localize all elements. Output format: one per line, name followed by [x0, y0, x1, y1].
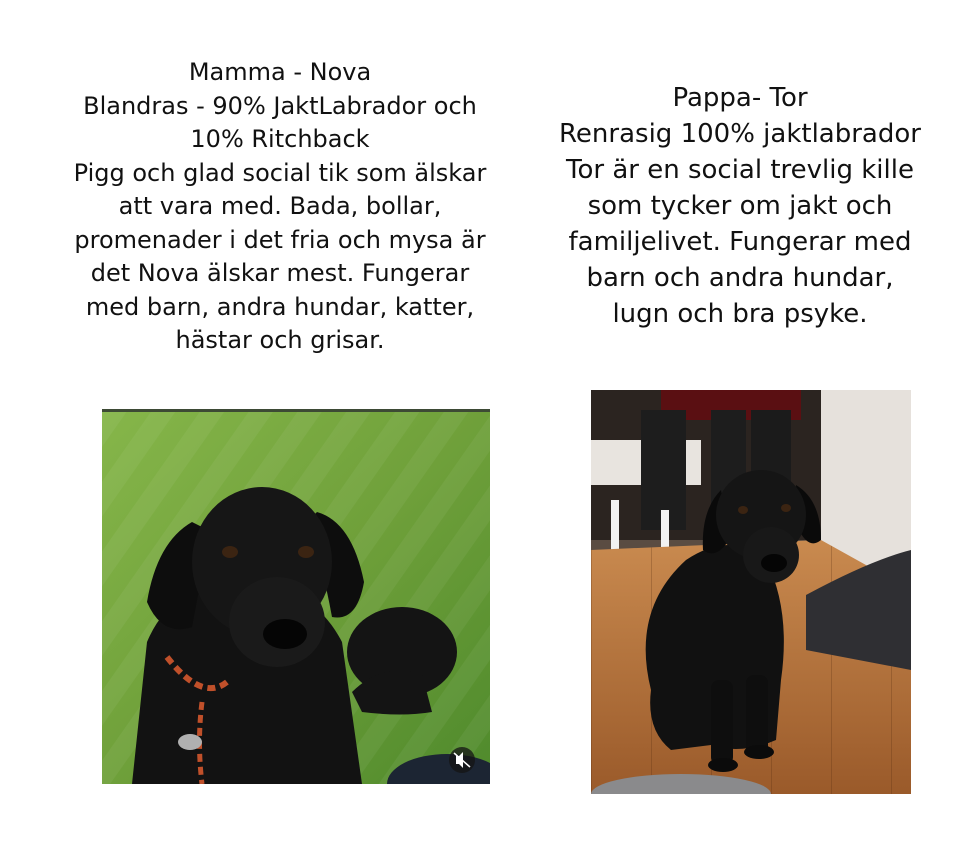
mother-text-line: med barn, andra hundar, katter, [85, 292, 475, 321]
father-text-line: som tycker om jakt och [587, 191, 893, 221]
father-title: Pappa- Tor [672, 83, 808, 113]
mother-title: Mamma - Nova [188, 58, 372, 86]
mother-breed: Blandras - 90% JaktLabrador och [83, 91, 477, 120]
mother-description [40, 56, 520, 358]
father-text-line: Tor är en social trevlig kille [566, 155, 914, 185]
mother-dog-illustration [102, 412, 490, 784]
father-description [510, 80, 960, 332]
mother-breed-cont: 10% Ritchback [190, 125, 370, 153]
father-text-line: barn och andra hundar, [586, 263, 894, 293]
mother-text-line: promenader i det fria och mysa är [74, 225, 486, 254]
father-photo [591, 390, 911, 794]
father-text-line: familjelivet. Fungerar med [568, 227, 912, 257]
mother-text-line: det Nova älskar mest. Fungerar [90, 259, 470, 287]
mother-photo [102, 409, 490, 784]
mother-text-line: hästar och grisar. [175, 326, 385, 354]
father-breed: Renrasig 100% jaktlabrador [559, 119, 921, 149]
father-text-line: lugn och bra psyke. [612, 299, 868, 329]
mother-text-line: att vara med. Bada, bollar, [118, 192, 442, 220]
mother-text-line: Pigg och glad social tik som älskar [73, 158, 487, 187]
father-dog-illustration [591, 390, 911, 794]
